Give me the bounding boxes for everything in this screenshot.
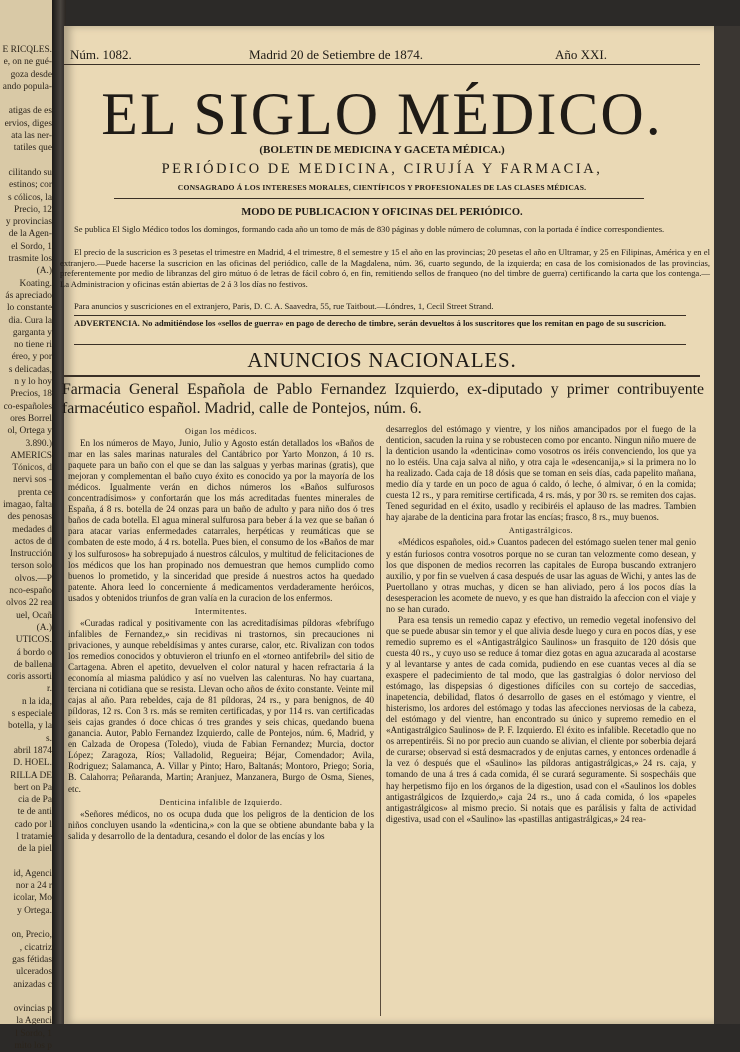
- publication-paragraph-1: Se publica El Siglo Médico todos los domingos, formando cada año un tomo de más de 830 páginas y doble número de columnas, con la portada é índice correspondientes.: [74, 224, 665, 234]
- facing-page-line: nervi sos -: [12, 475, 52, 486]
- dedication: CONSAGRADO Á LOS INTERESES MORALES, CIENTÍFICOS Y PROFESIONALES DE LAS CLASES MÉDICAS.: [177, 183, 587, 192]
- dateline: Madrid 20 de Setiembre de 1874.: [249, 47, 424, 62]
- facing-page-line: mito los p: [14, 1041, 52, 1052]
- dedication-rule: [114, 198, 644, 199]
- facing-page-line: s especiale: [11, 709, 52, 720]
- facing-page-line: y provincias: [5, 217, 52, 228]
- tagline: PERIÓDICO DE MEDICINA, CIRUJÍA Y FARMACIA,: [161, 161, 603, 177]
- facing-page-line: prenta ce: [17, 487, 52, 498]
- facing-page-line: 3.890.): [25, 438, 52, 449]
- facing-page-line: n la ida,: [22, 696, 52, 707]
- column-1-paragraph-3: «Señores médicos, no os ocupa duda que los peligros de la denticion de los niños concluyen usando la «denticina,» con la que se obtiene abundante baba y la salida y desarrollo de la dentadura, cesando el dolor de las encías y los: [68, 808, 374, 841]
- page-edge: [712, 26, 740, 1024]
- facing-page-line: uel, Ocañ: [16, 610, 52, 621]
- facing-page-line: s cólicos, la: [7, 192, 52, 203]
- facing-page-line: bert on Pa: [13, 782, 52, 793]
- facing-page-column: [0, 44, 52, 1052]
- publication-paragraph-3: Para anuncios y suscriciones en el extranjero, Paris, D. C. A. Saavedra, 55, rue Taitbout.—Lóndres, 1, Cecil Street Strand.: [74, 301, 494, 311]
- facing-page-line: ás apreciado: [5, 290, 52, 301]
- warning-rule-top: [74, 315, 686, 316]
- facing-page-line: estinos; cor: [9, 180, 52, 191]
- facing-page-line: te de anti: [17, 807, 52, 818]
- facing-page-line: [0, 856, 52, 868]
- facing-page-line: á bordo o: [16, 647, 52, 658]
- facing-page-line: tatiles que: [13, 143, 52, 154]
- facing-page-line: de la piel: [17, 844, 52, 855]
- facing-page-line: cia de Pa: [18, 795, 52, 806]
- publication-paragraph-2: El precio de la suscricion es 3 pesetas el trimestre en Madrid, 4 el trimestre, 8 el semestre y 15 el año en las provincias; 20 pesetas el año en Ultramar, y 25 en Filipinas, América y en el extranjero.—Puede hacerse la suscricion en las oficinas del periódico, calle de la Magdalena, núm. 36, cuarto segundo, de la izquierda; en casa de los comisionados de las provincias, preferentemente por medio de libranzas del giro mútuo ó de letras de fácil cobro ó, en fin, remitiendo sellos de franqueo (no del timbre de guerra) certificando la carta que los contenga.—La Administracion y oficinas están abiertas de 2 á 3 los días no festivos.: [60, 247, 710, 289]
- facing-page-line: Koating.: [19, 278, 52, 289]
- facing-page-line: cilitando su: [8, 167, 52, 178]
- facing-page-line: nor a 24 r: [15, 881, 52, 892]
- facing-page-line: cado por l: [14, 819, 52, 830]
- facing-page-line: l Sordo, 1: [15, 1028, 52, 1039]
- facing-page-line: y Ortega.: [17, 905, 52, 916]
- facing-page-line: goza desde: [10, 69, 52, 80]
- column-1-paragraph-1: En los números de Mayo, Junio, Julio y Agosto están detallados los «Baños de mar en las sales marinas naturales del Cantábrico por Yarto Monzon, á 10 rs. paquete para un baño con el que se dan las salguas y yerbas marinas (gratis), que mejoran y complementan el baño cuyo éxito es conocido ya por la mayoría de los médicos. Igualmente verán en dichos números los «Baños sulfurosos concentradísimos» y confortarán que los más acreditadas fuentes minerales de España, á 8 rs. botella de 24 onzas para un baño de adulto y para niño dos ó tres baños de cada botella. El agua mineral sulfurosa para beber á la vez que se bañan ó para atacar varias enfermedades catarrales, herpéticas y reumáticas que se combaten de este modo, á 4 rs. botella. Pues bien, el consumo de los «Baños de mar y los sulfurosos» ha sobrepujado á nuestros cálculos, y multitud de felicitaciones de los médicos que los han propinado nos demuestran que hemos cumplido como buenos lo prometido, y la sinceridad que preside á nuestros actos ha quedado patente. Ahora leed lo concerniente á medicamentos verdaderamente heróicos, usados y obtenidos triunfos de gran valía en la curacion de los enfermos.: [68, 438, 374, 603]
- newspaper-page: [60, 26, 714, 1024]
- facing-page-line: r.: [47, 684, 52, 695]
- facing-page-line: imagao, falta: [3, 499, 52, 510]
- section-rule: [64, 375, 700, 377]
- facing-page-line: (A.): [36, 622, 52, 633]
- facing-page-line: l tratamie: [16, 832, 52, 842]
- column-2-paragraph-3: Para esa tensis un remedio capaz y efectivo, un remedio vegetal inofensivo del que se puede abusar sin temor y el que alivia desde luego y cura en pocos días, y ese remedio supremo es el «Antigastrálgico Saulinos» un frasquito de 120 dósis que cuesta 40 rs., y cuyo uso se reduce á tomar diez gotas en agua azucarada al acostarse y al levantarse y antes de cada comida, pudiendo en ese cuantas veces al día se exaspere el padecimiento de tal modo, que las gastralgias ó dolor nervioso del estómago, las dispepsias ó digestiones difíciles con su cortejo de saccedias, inapetencia, debilidad, flatos ó desarrollo de gases en el estómago y vientre, el histerismo, los ardores del estómago y todas las afecciones nerviosas de la cabeza, del estómago y del vientre, han encontrado su único y supremo remedio en el «Antigastrálgico Saulinos» de P. F. Izquierdo. El éxito es infalible. Recetadlo que no os arrepentiréis. Si no por precio aun cuando se alivian, el cliente por soberbia dejará de curarse; observad si está desmacrados y de enjutas carnes, y entonces ordenadle á la vez ó después que el «Saulino» las píldoras antigastrálgicas,» 24 rs. caja, y tomando de una á tres á cada comida, él se curará seguramente. Si sospecháis que hay herpetismo fijo en los órganos de la digestion, usad con el «Saulinos los dobles antigastrálgicos de Izquierdo,» caja 24 rs., uno á cada comida, ó los «papeles antigastrálgicos» al mismo precio. Si notais que es parálisis y falta de actividad digestiva, usad con el «Saulino» las «pastillas antigastrálgicas,» 24 rea-: [386, 614, 696, 824]
- facing-page-line: Tónicos, d: [12, 463, 52, 474]
- section-lead: Farmacia General Española de Pablo Fernandez Izquierdo, ex-diputado y primer contribuyente farmacéutico español. Madrid, calle de Pontejos, núm. 6.: [62, 381, 704, 417]
- facing-page-line: n y lo hoy: [14, 377, 52, 388]
- facing-page-line: terson solo: [11, 561, 52, 572]
- facing-page-line: lo constante: [6, 303, 52, 314]
- facing-page-line: de la Agen-: [8, 229, 52, 240]
- facing-page-line: de ballena: [13, 659, 52, 670]
- column-1-heading-3: Denticina infalible de Izquierdo.: [159, 797, 283, 807]
- warning-notice: ADVERTENCIA. No admitiéndose los «sellos de guerra» en pago de derecho de timbre, serán devueltos á los suscritores que los remitan en pago de su suscricion.: [74, 318, 667, 328]
- facing-page-line: AMERICS: [10, 450, 52, 461]
- facing-page-line: la Agenci: [16, 1016, 52, 1027]
- facing-page-line: [0, 917, 52, 929]
- facing-page-line: [0, 991, 52, 1003]
- warning-rule-bottom: [74, 344, 686, 345]
- facing-page-line: coris assorti: [6, 672, 52, 683]
- facing-page-line: Instrucción: [9, 549, 52, 560]
- facing-page-line: el Sordo, 1: [11, 241, 52, 252]
- facing-page-line: s delicadas,: [8, 364, 52, 375]
- facing-page-line: atigas de es: [8, 106, 52, 117]
- facing-page-line: icolar, Mo: [13, 893, 52, 904]
- facing-page-line: ando popula-: [2, 81, 52, 92]
- column-1: [68, 424, 374, 842]
- facing-page-line: , cicatriz: [19, 942, 52, 953]
- issue-number: Núm. 1082.: [70, 47, 132, 62]
- facing-page-line: des penosas: [7, 512, 52, 523]
- facing-page-line: no tiene ri: [13, 340, 52, 351]
- facing-page-line: olvos.—P: [14, 573, 52, 584]
- subtitle: (BOLETIN DE MEDICINA Y GACETA MÉDICA.): [259, 144, 505, 156]
- facing-page-line: nco-españo: [9, 586, 52, 597]
- facing-page-line: co-españoles: [3, 401, 52, 412]
- column-2: [386, 424, 696, 825]
- facing-page-line: Precio, 12: [13, 204, 52, 215]
- column-separator: [380, 446, 381, 1016]
- facing-page-line: id, Agenci: [13, 868, 52, 879]
- facing-page-line: D. HOEL.: [13, 758, 52, 769]
- facing-page-line: éreo, y por: [11, 352, 52, 363]
- column-1-heading-2: Intermitentes.: [194, 606, 248, 616]
- facing-page-line: on, Precio,: [11, 930, 52, 941]
- facing-page-line: ulcerados: [16, 967, 52, 978]
- facing-page-line: e, on ne gué-: [3, 57, 52, 68]
- facing-page-line: [0, 155, 52, 167]
- facing-page-line: ervios, diges: [4, 118, 52, 129]
- facing-page-line: dia. Cura la: [8, 315, 52, 326]
- facing-page-line: RILLA DE: [10, 770, 52, 781]
- facing-page-line: anizadas c: [13, 979, 52, 990]
- facing-page: [0, 0, 54, 1052]
- column-2-paragraph-2: «Médicos españoles, oid.» Cuantos padecen del estómago suelen tener mal genio y están furiosos contra vosotros porque no se curan tan velozmente como desean, y los que disponen de medios recorren las capitales de Europa buscando extranjero auxilio, y por fin se vuelven á casa después de usar las aguas de Wichi, y antes las de Puertollano y otras muchas, y dicen se han aliviado, pero á los pocos días la desesperacion les acomete de nuevo, y es que han distraido la afeccion con el viaje y no se han curado.: [386, 537, 696, 614]
- facing-page-line: E RICQLES.: [2, 45, 52, 55]
- facing-page-line: medades d: [12, 524, 52, 535]
- masthead-rule: [64, 64, 700, 65]
- newspaper-title: EL SIGLO MÉDICO.: [101, 81, 663, 147]
- facing-page-line: Precios, 18: [10, 389, 52, 400]
- facing-page-line: ata las ner-: [11, 131, 52, 142]
- column-1-heading-1: Oigan los médicos.: [185, 427, 257, 436]
- section-title: ANUNCIOS NACIONALES.: [247, 348, 517, 372]
- facing-page-line: UTICOS.: [15, 635, 52, 646]
- facing-page-line: (A.): [36, 266, 52, 277]
- facing-page-line: s.: [46, 733, 52, 744]
- facing-page-line: gas fétidas: [12, 954, 52, 965]
- facing-page-line: trasmite los: [8, 254, 52, 265]
- publication-heading: MODO DE PUBLICACION Y OFICINAS DEL PERIÓDICO.: [241, 207, 523, 218]
- column-2-paragraph-1: desarreglos del estómago y vientre, y los niños amancipados por el fuego de la denticion, sacuden la ruina y se robustecen como por encanto. Ningun niño muere de la denticion usando la «denticina» como vosotros os iréis convenciendo, los que ya no lo estéis. Una caja salva al niño, y otra caja le «desencanija,» si la primera no lo ha realizado. Cada caja de 18 dósis que se toman en seis días, cada papelito mañana, medio día y tarde en un poco de agua ó caldo, ó leche, ó almivar, ó en la comida; cuesta 12 rs., y para remitirse certificada, 4 rs. más, y por 30 rs. se remiten dos cajas. Tened seguridad en el éxito, usadlo y recibiréis el aplauso de las madres. Tambien hay ajarabe de la denticina para frotar las encías; frasco, 8 rs., muy buenos.: [386, 424, 696, 523]
- facing-page-line: ovincias p: [13, 1004, 52, 1015]
- year: Año XXI.: [555, 47, 607, 62]
- facing-page-line: actos de d: [14, 536, 52, 547]
- facing-page-line: ores Borrel: [10, 413, 52, 424]
- facing-page-line: ol, Ortega y: [7, 426, 52, 437]
- facing-page-line: abril 1874: [13, 745, 52, 756]
- facing-page-line: botella, y la: [8, 721, 52, 732]
- facing-page-line: [0, 93, 52, 105]
- column-2-heading-1: Antigastrálgicos.: [508, 526, 574, 536]
- facing-page-line: olvos 22 rea: [6, 598, 52, 609]
- column-1-paragraph-2: «Curadas radical y positivamente con las acreditadísimas píldoras «febrífugo infalibles de Fernandez,» sin recidivas ni trastornos, sin precauciones ni privaciones, y aunque rebeldísimas y antes curarse, calor, etc. Rivalizan con todos los remedios conocidos y obtuvieron el triunfo en el «torneo antifebril» del sitio de Cartagena. Abren el apetito, devuelven el color natural y hacen refractaria á la economía al miasma palúdico y así no vuelven las calenturas. No hay cuartana, terciana ni cotidiana que se resista. Llevan ocho años de éxito constante. Veinte mil cajas al año. Para rebeldes, caja de 81 píldoras, 24 rs., y para benignos, de 40 píldoras, 12 rs. Con 3 rs. más se remiten certificadas, y por 114 rs. van certificadas seis cajas grandes ó doce chicas ó tres grandes y seis chicas, quedando buena ganancia. Autor, Pablo Fernandez Izquierdo, calle de Pontejos, núm. 6, Madrid, y en Calzada de Oropesa (Toledo), viuda de Fabian Fernandez; Murcia, doctor López; Zaragoza, Ríos; Valladolid, Regueira; Béjar, Comendador; Avila, Rodriguez; Salamanca, A. Villar y Pinto; Haro, Baltanás; Montoro, Priego; Soria, B. Calahorra; Peñaranda, Martin; Aranjuez, Manzanera, Burgo de Osma, Sienes, etc.: [68, 617, 374, 794]
- facing-page-line: garganta y: [12, 327, 52, 338]
